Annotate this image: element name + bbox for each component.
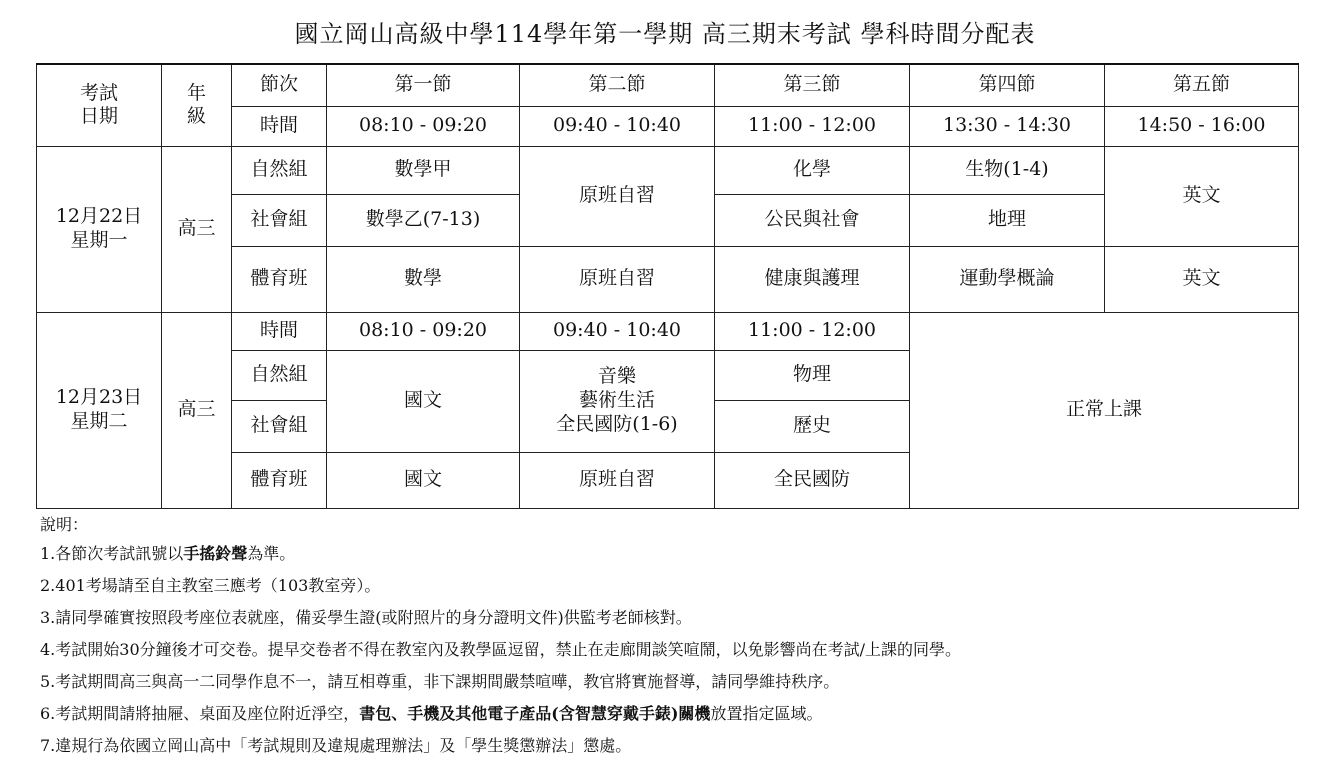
day2-time-row [37, 312, 1299, 350]
note-item: 3.請同學確實按照段考座位表就座，備妥學生證(或附照片的身分證明文件)供監考老師核對。 [40, 608, 692, 627]
time-label: 時間 [232, 106, 327, 146]
notes-section [40, 512, 961, 762]
note-item: 6.考試期間請將抽屜、桌面及座位附近淨空，書包、手機及其他電子產品(含智慧穿戴手錶)關機放置指定區域。 [40, 704, 823, 723]
day1-grade: 高三 [162, 146, 232, 312]
grade-header: 年 級 [162, 64, 232, 146]
day2-p3-natural: 物理 [715, 350, 910, 400]
group-pe-label: 體育班 [232, 246, 327, 312]
notes-heading: 說明： [40, 515, 89, 534]
day1-p3-social: 公民與社會 [715, 194, 910, 246]
day2-group-pe-label: 體育班 [232, 452, 327, 508]
day1-date: 12月22日 星期一 [37, 146, 162, 312]
note-item: 7.違規行為依國立岡山高中「考試規則及違規處理辦法」及「學生獎懲辦法」懲處。 [40, 736, 632, 755]
group-natural-label: 自然組 [232, 146, 327, 194]
day2-p3-social: 歷史 [715, 400, 910, 452]
page-title: 國立岡山高級中學114學年第一學期 高三期末考試 學科時間分配表 [294, 20, 1036, 48]
day1-p1-social: 數學乙(7-13) [327, 194, 520, 246]
period-5-header: 第五節 [1105, 64, 1299, 106]
day1-p3-pe: 健康與護理 [715, 246, 910, 312]
day2-grade: 高三 [162, 312, 232, 508]
day1-natural-row [37, 146, 1299, 194]
day1-p4-natural: 生物(1-4) [910, 146, 1105, 194]
day1-p5-pe: 英文 [1105, 246, 1299, 312]
day1-p4-pe: 運動學概論 [910, 246, 1105, 312]
day2-date: 12月23日 星期二 [37, 312, 162, 508]
exam-schedule-table [36, 63, 1299, 509]
day1-p5-shared: 英文 [1105, 146, 1299, 246]
period-4-time: 13:30 - 14:30 [910, 106, 1105, 146]
day2-p1-pe: 國文 [327, 452, 520, 508]
day2-group-social-label: 社會組 [232, 400, 327, 452]
day2-p2-time: 09:40 - 10:40 [520, 312, 715, 350]
day1-p1-pe: 數學 [327, 246, 520, 312]
period-2-time: 09:40 - 10:40 [520, 106, 715, 146]
group-social-label: 社會組 [232, 194, 327, 246]
day2-afternoon: 正常上課 [910, 312, 1299, 508]
day2-p3-time: 11:00 - 12:00 [715, 312, 910, 350]
period-5-time: 14:50 - 16:00 [1105, 106, 1299, 146]
day1-p4-social: 地理 [910, 194, 1105, 246]
day1-p3-natural: 化學 [715, 146, 910, 194]
day2-p2-shared: 音樂 藝術生活 全民國防(1-6) [520, 350, 715, 452]
note-item: 5.考試期間高三與高一二同學作息不一，請互相尊重，非下課期間嚴禁喧嘩，教官將實施督導，請同學維持秩序。 [40, 672, 840, 691]
period-label: 節次 [232, 64, 327, 106]
day2-p1-shared: 國文 [327, 350, 520, 452]
period-1-time: 08:10 - 09:20 [327, 106, 520, 146]
day2-p3-pe: 全民國防 [715, 452, 910, 508]
day2-p2-pe: 原班自習 [520, 452, 715, 508]
day1-p1-natural: 數學甲 [327, 146, 520, 194]
header-row-periods [37, 64, 1299, 106]
period-4-header: 第四節 [910, 64, 1105, 106]
period-1-header: 第一節 [327, 64, 520, 106]
note-item: 4.考試開始30分鐘後才可交卷。提早交卷者不得在教室內及教學區逗留，禁止在走廊閒談笑喧鬧，以免影響尚在考試/上課的同學。 [40, 640, 962, 659]
note-item: 1.各節次考試訊號以手搖鈴聲為準。 [40, 544, 296, 563]
day1-p2-shared: 原班自習 [520, 146, 715, 246]
note-item: 2.401考場請至自主教室三應考（103教室旁）。 [40, 576, 381, 595]
day2-time-label: 時間 [232, 312, 327, 350]
period-2-header: 第二節 [520, 64, 715, 106]
period-3-header: 第三節 [715, 64, 910, 106]
day1-p2-pe: 原班自習 [520, 246, 715, 312]
day2-p1-time: 08:10 - 09:20 [327, 312, 520, 350]
period-3-time: 11:00 - 12:00 [715, 106, 910, 146]
exam-date-header: 考試 日期 [37, 64, 162, 146]
day2-group-natural-label: 自然組 [232, 350, 327, 400]
